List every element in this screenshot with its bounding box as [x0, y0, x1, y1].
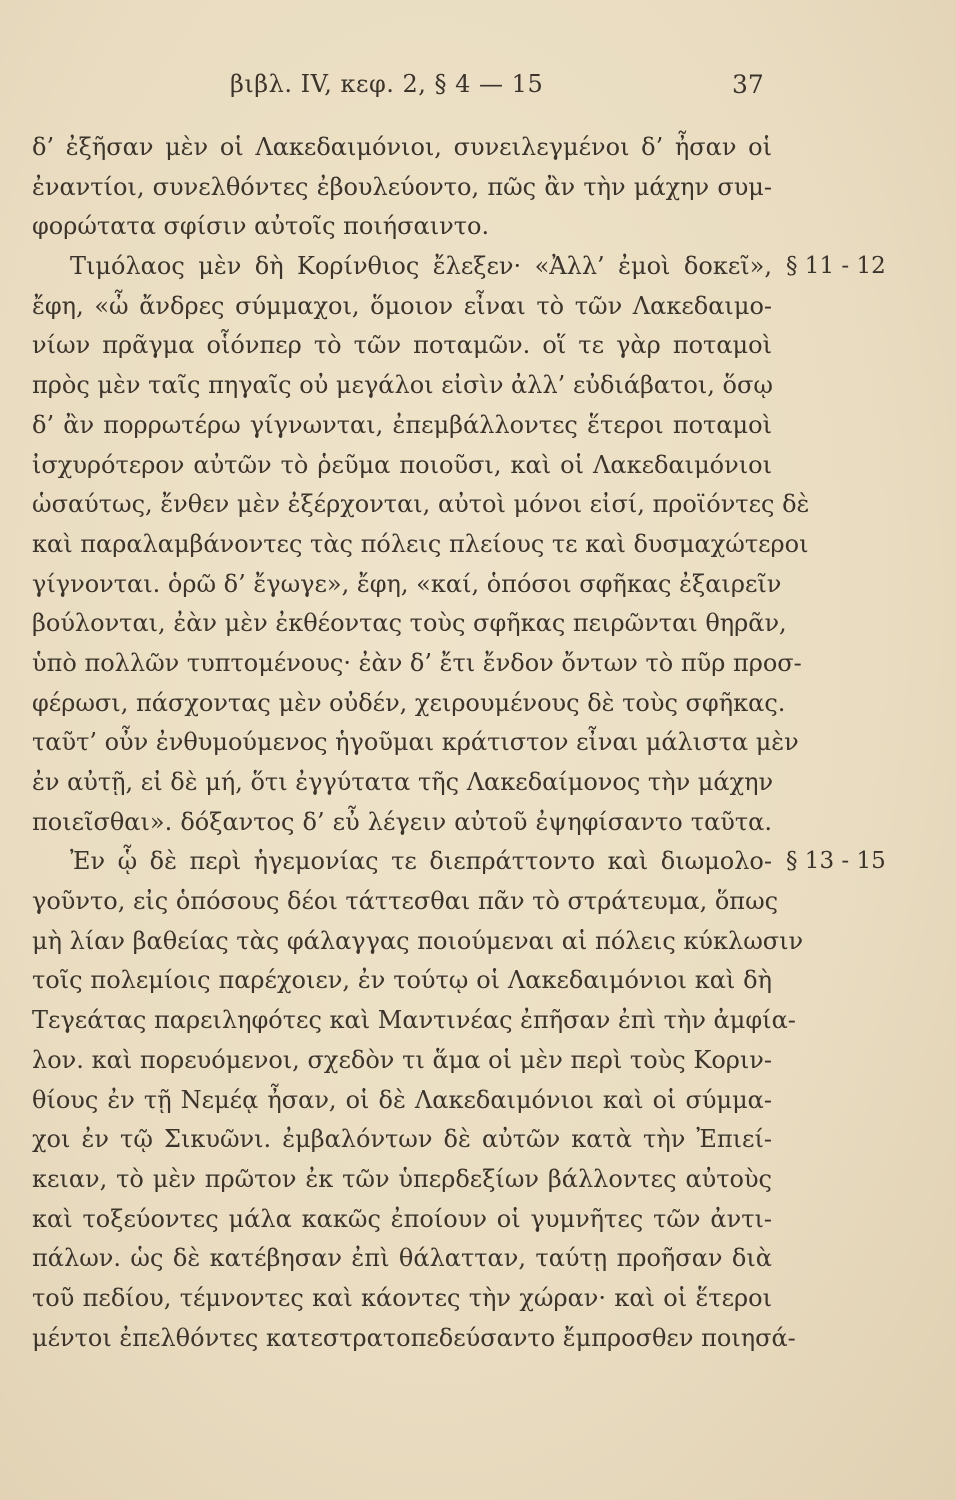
text-line: ἔφη, «ὦ ἄνδρες σύμμαχοι, ὅμοιον εἶναι τὸ τῶν Λακεδαιμο- — [32, 291, 772, 320]
text-line: ὡσαύτως, ἔνθεν μὲν ἐξέρχονται, αὐτοὶ μόνοι εἰσί, προϊόντες δὲ — [32, 490, 810, 519]
text-line: ὑπὸ πολλῶν τυπτομένους· ἐὰν δ’ ἔτι ἔνδον ὄντων τὸ πῦρ προσ- — [32, 648, 802, 677]
text-line: χοι ἐν τῷ Σικυῶνι. ἐμβαλόντων δὲ αὐτῶν κατὰ τὴν Ἐπιεί- — [32, 1125, 772, 1154]
text-line: μὴ λίαν βαθείας τὰς φάλαγγας ποιούμεναι αἱ πόλεις κύκλωσιν — [32, 926, 804, 955]
text-line: Τιμόλαος μὲν δὴ Κορίνθιος ἔλεξεν· «Ἀλλ’ ἐμοὶ δοκεῖ», — [70, 252, 772, 281]
page-header — [0, 70, 956, 104]
text-line: πάλων. ὡς δὲ κατέβησαν ἐπὶ θάλατταν, ταύτῃ προῆσαν διὰ — [32, 1244, 772, 1273]
text-line: ἐν αὐτῇ, εἰ δὲ μή, ὅτι ἐγγύτατα τῆς Λακεδαίμονος τὴν μάχην — [32, 768, 774, 796]
text-line: καὶ τοξεύοντες μάλα κακῶς ἐποίουν οἱ γυμνῆτες τῶν ἀντι- — [32, 1204, 772, 1233]
text-line: δ’ ἂν πορρωτέρω γίγνωνται, ἐπεμβάλλοντες ἕτεροι ποταμοὶ — [32, 410, 772, 439]
body-text — [32, 128, 810, 1358]
text-line: μέντοι ἐπελθόντες κατεστρατοπεδεύσαντο ἔμπροσθεν ποιησά- — [32, 1323, 796, 1352]
running-head: βιβλ. IV, κεφ. 2, § 4 — 15 — [230, 70, 544, 98]
text-line: ποιεῖσθαι». δόξαντος δ’ εὖ λέγειν αὐτοῦ ἐψηφίσαντο ταῦτα. — [32, 807, 772, 836]
text-line: τοῖς πολεμίοις παρέχοιεν, ἐν τούτῳ οἱ Λακεδαιμόνιοι καὶ δὴ — [32, 966, 772, 995]
margin-section-note: § 13 - 15 — [786, 848, 886, 874]
text-line: ταῦτ’ οὖν ἐνθυμούμενος ἡγοῦμαι κράτιστον εἶναι μάλιστα μὲν — [32, 728, 799, 757]
text-line: φορώτατα σφίσιν αὐτοῖς ποιήσαιντο. — [32, 212, 490, 241]
text-line: θίους ἐν τῇ Νεμέᾳ ἦσαν, οἱ δὲ Λακεδαιμόνιοι καὶ οἱ σύμμα- — [32, 1085, 772, 1114]
text-line: Τεγεάτας παρειληφότες καὶ Μαντινέας ἐπῆσαν ἐπὶ τὴν ἀμφία- — [32, 1006, 796, 1035]
text-line: λον. καὶ πορευόμενοι, σχεδὸν τι ἅμα οἱ μὲν περὶ τοὺς Κοριν- — [32, 1045, 772, 1074]
text-line: τοῦ πεδίου, τέμνοντες καὶ κάοντες τὴν χώραν· καὶ οἱ ἕτεροι — [32, 1283, 772, 1312]
text-line: ἐναντίοι, συνελθόντες ἐβουλεύοντο, πῶς ἂν τὴν μάχην συμ- — [32, 172, 772, 201]
text-line: βούλονται, ἐὰν μὲν ἐκθέοντας τοὺς σφῆκας πειρῶνται θηρᾶν, — [32, 609, 787, 638]
text-line: δ’ ἐξῆσαν μὲν οἱ Λακεδαιμόνιοι, συνειλεγμένοι δ’ ἦσαν οἱ — [32, 133, 772, 161]
text-line: πρὸς μὲν ταῖς πηγαῖς οὐ μεγάλοι εἰσὶν ἀλλ’ εὐδιάβατοι, ὅσῳ — [32, 371, 773, 400]
margin-section-note: § 11 - 12 — [786, 253, 886, 279]
text-line: ἰσχυρότερον αὐτῶν τὸ ῥεῦμα ποιοῦσι, καὶ οἱ Λακεδαιμόνιοι — [32, 450, 772, 479]
text-line: νίων πρᾶγμα οἷόνπερ τὸ τῶν ποταμῶν. οἵ τε γὰρ ποταμοὶ — [32, 331, 772, 360]
text-line: καὶ παραλαμβάνοντες τὰς πόλεις πλείους τε καὶ δυσμαχώτεροι — [32, 529, 809, 558]
text-line: γίγνονται. ὁρῶ δ’ ἔγωγε», ἔφη, «καί, ὁπόσοι σφῆκας ἐξαιρεῖν — [32, 569, 782, 598]
text-line: φέρωσι, πάσχοντας μὲν οὐδέν, χειρουμένους δὲ τοὺς σφῆκας. — [32, 688, 786, 717]
text-line: κειαν, τὸ μὲν πρῶτον ἐκ τῶν ὑπερδεξίων βάλλοντες αὐτοὺς — [32, 1164, 772, 1193]
text-line: γοῦντο, εἰς ὁπόσους δέοι τάττεσθαι πᾶν τὸ στράτευμα, ὅπως — [32, 887, 779, 916]
page-number: 37 — [732, 70, 764, 99]
text-line: Ἐν ᾧ δὲ περὶ ἡγεμονίας τε διεπράττοντο καὶ διωμολο- — [70, 847, 772, 876]
